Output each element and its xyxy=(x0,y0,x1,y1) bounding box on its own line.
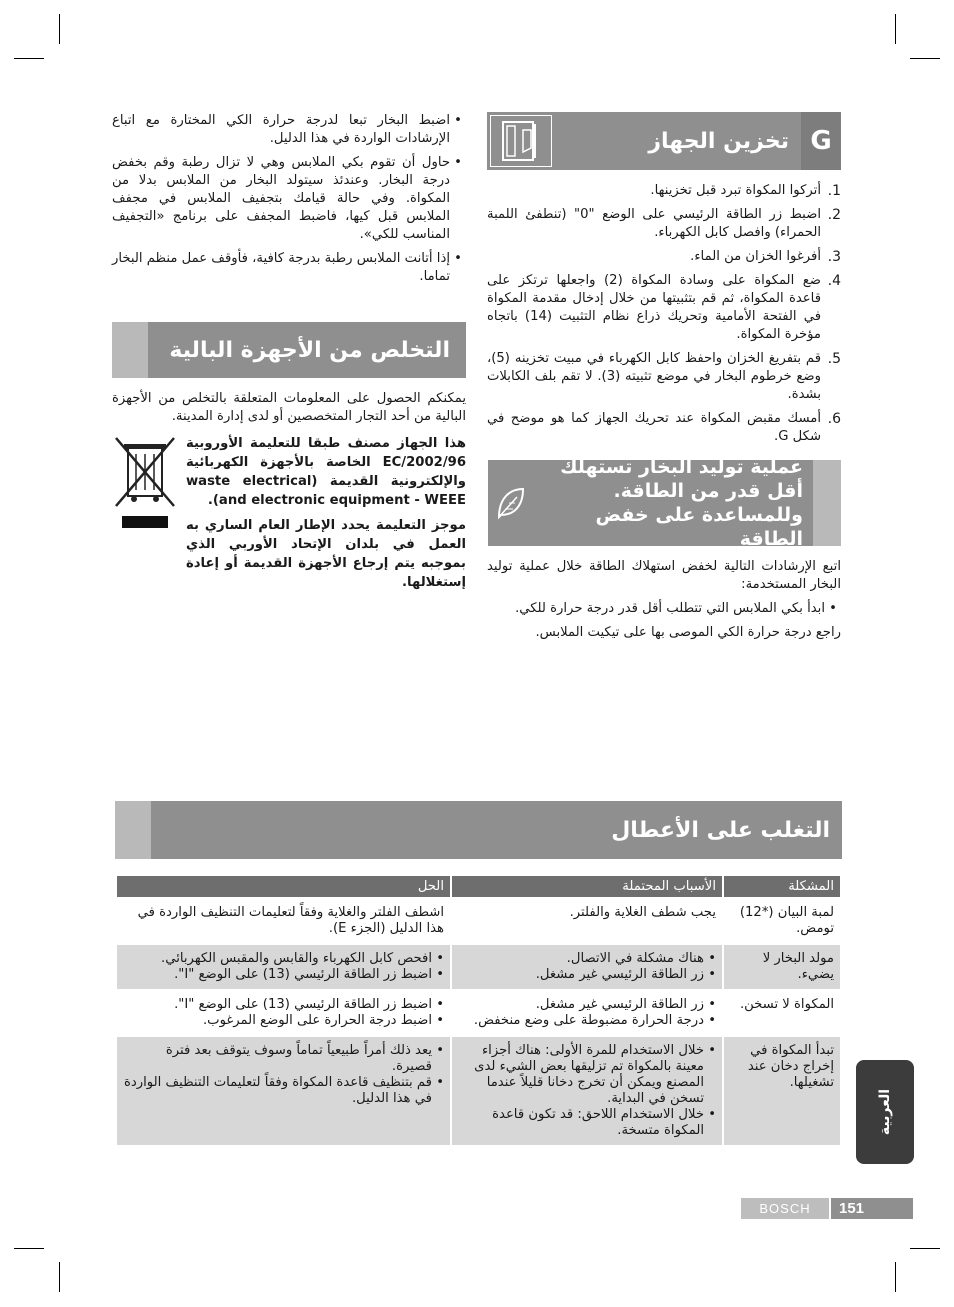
weee-text: هذا الجهاز مصنف طبقا للتعليمة الأوروبية EC/2002/96 الخاصة بالأجهزة الكهربائية والإلكترونية القديمة (waste electrical and electronic equipment - WEEE). موجز التعليمة يحدد الإطار العام الساري به العمل في بلدان الإتحاد الأوربي الذي بموجبه يتم إرجاع الأجهزة القديمة أو إعادة إستغلالها. xyxy=(186,436,466,590)
list-item: 1. أتركوا المكواة تبرد قبل تخزينها. xyxy=(650,183,841,199)
crop-mark xyxy=(14,1248,44,1249)
list-item: 3. أفرغوا الخزان من الماء. xyxy=(690,249,841,265)
iron-storage-icon xyxy=(490,115,552,167)
list-item: اشطف الفلتر والغلاية وفقاً لتعليمات التنظيف الواردة في هذا الدليل (الجزء E). xyxy=(137,905,444,936)
problem-cell: تبدأ المكواة في إخراج دخان عند تشغيلها. xyxy=(722,1035,840,1145)
list-item: • اضبط زر الطاقة الرئيسي (13) على الوضع "I". xyxy=(174,967,444,982)
problem-cell: مولد البخار لا يضيء. xyxy=(722,943,840,989)
list-item: • زر الطاقة الرئيسي غير مشغل. xyxy=(535,967,716,982)
list-item: 5. قم بتفريغ الخزان واحفظ كابل الكهرباء في مبيت تخزينه (5)، وضع خرطوم البخار في موضع تثبيته (3). لا تقم بلف الكابلات بشدة. xyxy=(487,351,841,402)
list-item: • يعد ذلك أمراً طبيعياً تماماً وسوف يتوقف بعد فترة قصيرة. xyxy=(165,1043,444,1074)
column-header-problem: المشكلة xyxy=(722,876,840,897)
crop-mark xyxy=(895,1262,896,1292)
problem-cell: لمبة البيان (*12) تومض. xyxy=(722,897,840,943)
table-row xyxy=(115,943,840,989)
leaf-icon xyxy=(487,460,533,546)
column-header-causes: الأسباب المحتملة xyxy=(450,876,722,897)
brand-label: BOSCH xyxy=(741,1198,829,1219)
table-row xyxy=(115,897,840,943)
list-item: • اضبط البخار تبعا لدرجة حرارة الكي المختارة مع اتباع الإرشادات الواردة في هذا الدليل. xyxy=(112,113,462,146)
list-item: • قم بتنظيف قاعدة المكواة وفقاً لتعليمات التنظيف الواردة في هذا الدليل. xyxy=(123,1075,444,1106)
causes-cell xyxy=(450,989,722,1035)
problem-cell: المكواة لا تسخن. xyxy=(722,989,840,1035)
weee-block xyxy=(112,434,466,592)
crop-mark xyxy=(14,58,44,59)
list-item: 6. أمسك مقبض المكواة عند تحريك الجهاز كما هو موضح في شكل G. xyxy=(487,411,841,444)
eco-intro: اتبع الإرشادات التالية لخفض استهلاك الطاقة خلال عملية توليد البخار المستخدمة: xyxy=(487,559,841,592)
eco-bullets xyxy=(487,600,841,618)
list-item: • هناك مشكلة في الاتصال. xyxy=(566,951,716,966)
solution-cell xyxy=(115,897,450,943)
trouble-title: التغلب على الأعطال xyxy=(611,817,830,843)
causes-cell xyxy=(450,1035,722,1145)
list-item: • درجة الحرارة مضبوطة على وضع منخفض. xyxy=(473,1013,716,1028)
crop-mark xyxy=(59,1262,60,1292)
column-header-solution: الحل xyxy=(115,876,450,897)
list-item: • حاول أن تقوم بكي الملابس وهي لا تزال رطبة وقم بخفض درجة البخار. وعندئذ سيتولد البخار من الملابس بدلا من المكواة. وفي حالة قيامك بتجفيف الملابس في مجفف الملابس قبل كيها، فاضبط المجفف على برنامج «التجفيف المناسب للكي». xyxy=(112,155,462,242)
left-column xyxy=(112,112,466,592)
causes-cell xyxy=(450,897,722,943)
list-item: • اضبط زر الطاقة الرئيسي (13) على الوضع "I". xyxy=(174,997,444,1012)
page-number: 151 xyxy=(831,1198,913,1219)
list-item: • زر الطاقة الرئيسي غير مشغل. xyxy=(535,997,716,1012)
list-item: • إذا أتانت الملابس رطبة بدرجة كافية، فأوقف عمل منظم البخار تماما. xyxy=(112,251,462,284)
list-item: 2. اضبط زر الطاقة الرئيسي على الوضع "0" (تنطفئ اللمبة الحمراء) وافصل كابل الكهرباء. xyxy=(487,207,841,240)
storage-steps xyxy=(487,182,841,446)
header-stripe xyxy=(112,322,148,378)
section-g-header xyxy=(487,112,841,170)
crop-mark xyxy=(895,14,896,44)
eco-note: راجع درجة حرارة الكي الموصى بها على تيكيت الملابس. xyxy=(535,625,841,640)
page-footer xyxy=(741,1198,913,1219)
disposal-intro: يمكنكم الحصول على المعلومات المتعلقة بالتخلص من الأجهزة البالية من أحد التجار المتخصصين أو لدى إدارة المدينة. xyxy=(112,391,466,424)
crop-mark xyxy=(910,58,940,59)
section-letter: G xyxy=(801,112,841,170)
list-item: 4. ضع المكواة على وسادة المكواة (2) واجعلها ترتكز على قاعدة المكواة، ثم قم بتثبيتها من خلال إدخال مقدمة المكواة في الفتحة الأمامية وتحريك ذراع نظام التثبيت (14) باتجاه مؤخرة المكواة. xyxy=(487,273,841,342)
language-tab: العربية xyxy=(856,1060,914,1164)
right-column xyxy=(487,112,841,642)
solution-cell xyxy=(115,989,450,1035)
steam-tips xyxy=(112,112,466,286)
table-header-row xyxy=(115,876,840,897)
eco-header xyxy=(487,456,841,550)
header-stripe xyxy=(813,460,841,546)
list-item: • ابدأ بكي الملابس التي تتطلب أقل قدر درجة حرارة للكي. xyxy=(515,601,837,616)
list-item: • افحص كابل الكهرباء والقابس والمقبس الكهربائي. xyxy=(161,951,444,966)
section-g-title: تخزين الجهاز xyxy=(648,128,789,154)
list-item: • خلال الاستخدام اللاحق: قد تكون قاعدة المكواة متسخة. xyxy=(492,1107,716,1138)
causes-cell xyxy=(450,943,722,989)
solution-cell xyxy=(115,943,450,989)
crop-mark xyxy=(59,14,60,44)
trouble-table xyxy=(115,876,840,1145)
table-row xyxy=(115,989,840,1035)
table-row xyxy=(115,1035,840,1145)
solution-cell xyxy=(115,1035,450,1145)
list-item: • خلال الاستخدام للمرة الأولى: هناك أجزاء معينة بالمكواة تم تزليقها بعض الشيء لدى المصنع ويمكن أن تخرج دخانا قليلاً عندما تسخن في البداية. xyxy=(474,1043,716,1106)
header-stripe xyxy=(115,801,151,859)
list-item: • اضبط درجة الحرارة على الوضع المرغوب. xyxy=(202,1013,444,1028)
crop-mark xyxy=(910,1248,940,1249)
disposal-header xyxy=(112,322,466,378)
trouble-header xyxy=(115,801,842,859)
eco-title: عملية توليد البخار تستهلك أقل قدر من الطاقة. وللمساعدة على خفض الطاقة xyxy=(560,456,803,550)
list-item: يجب شطف الغلاية والفلتر. xyxy=(569,905,716,920)
disposal-title: التخلص من الأجهزة البالية xyxy=(169,337,450,363)
crossed-bin-icon xyxy=(112,434,178,592)
